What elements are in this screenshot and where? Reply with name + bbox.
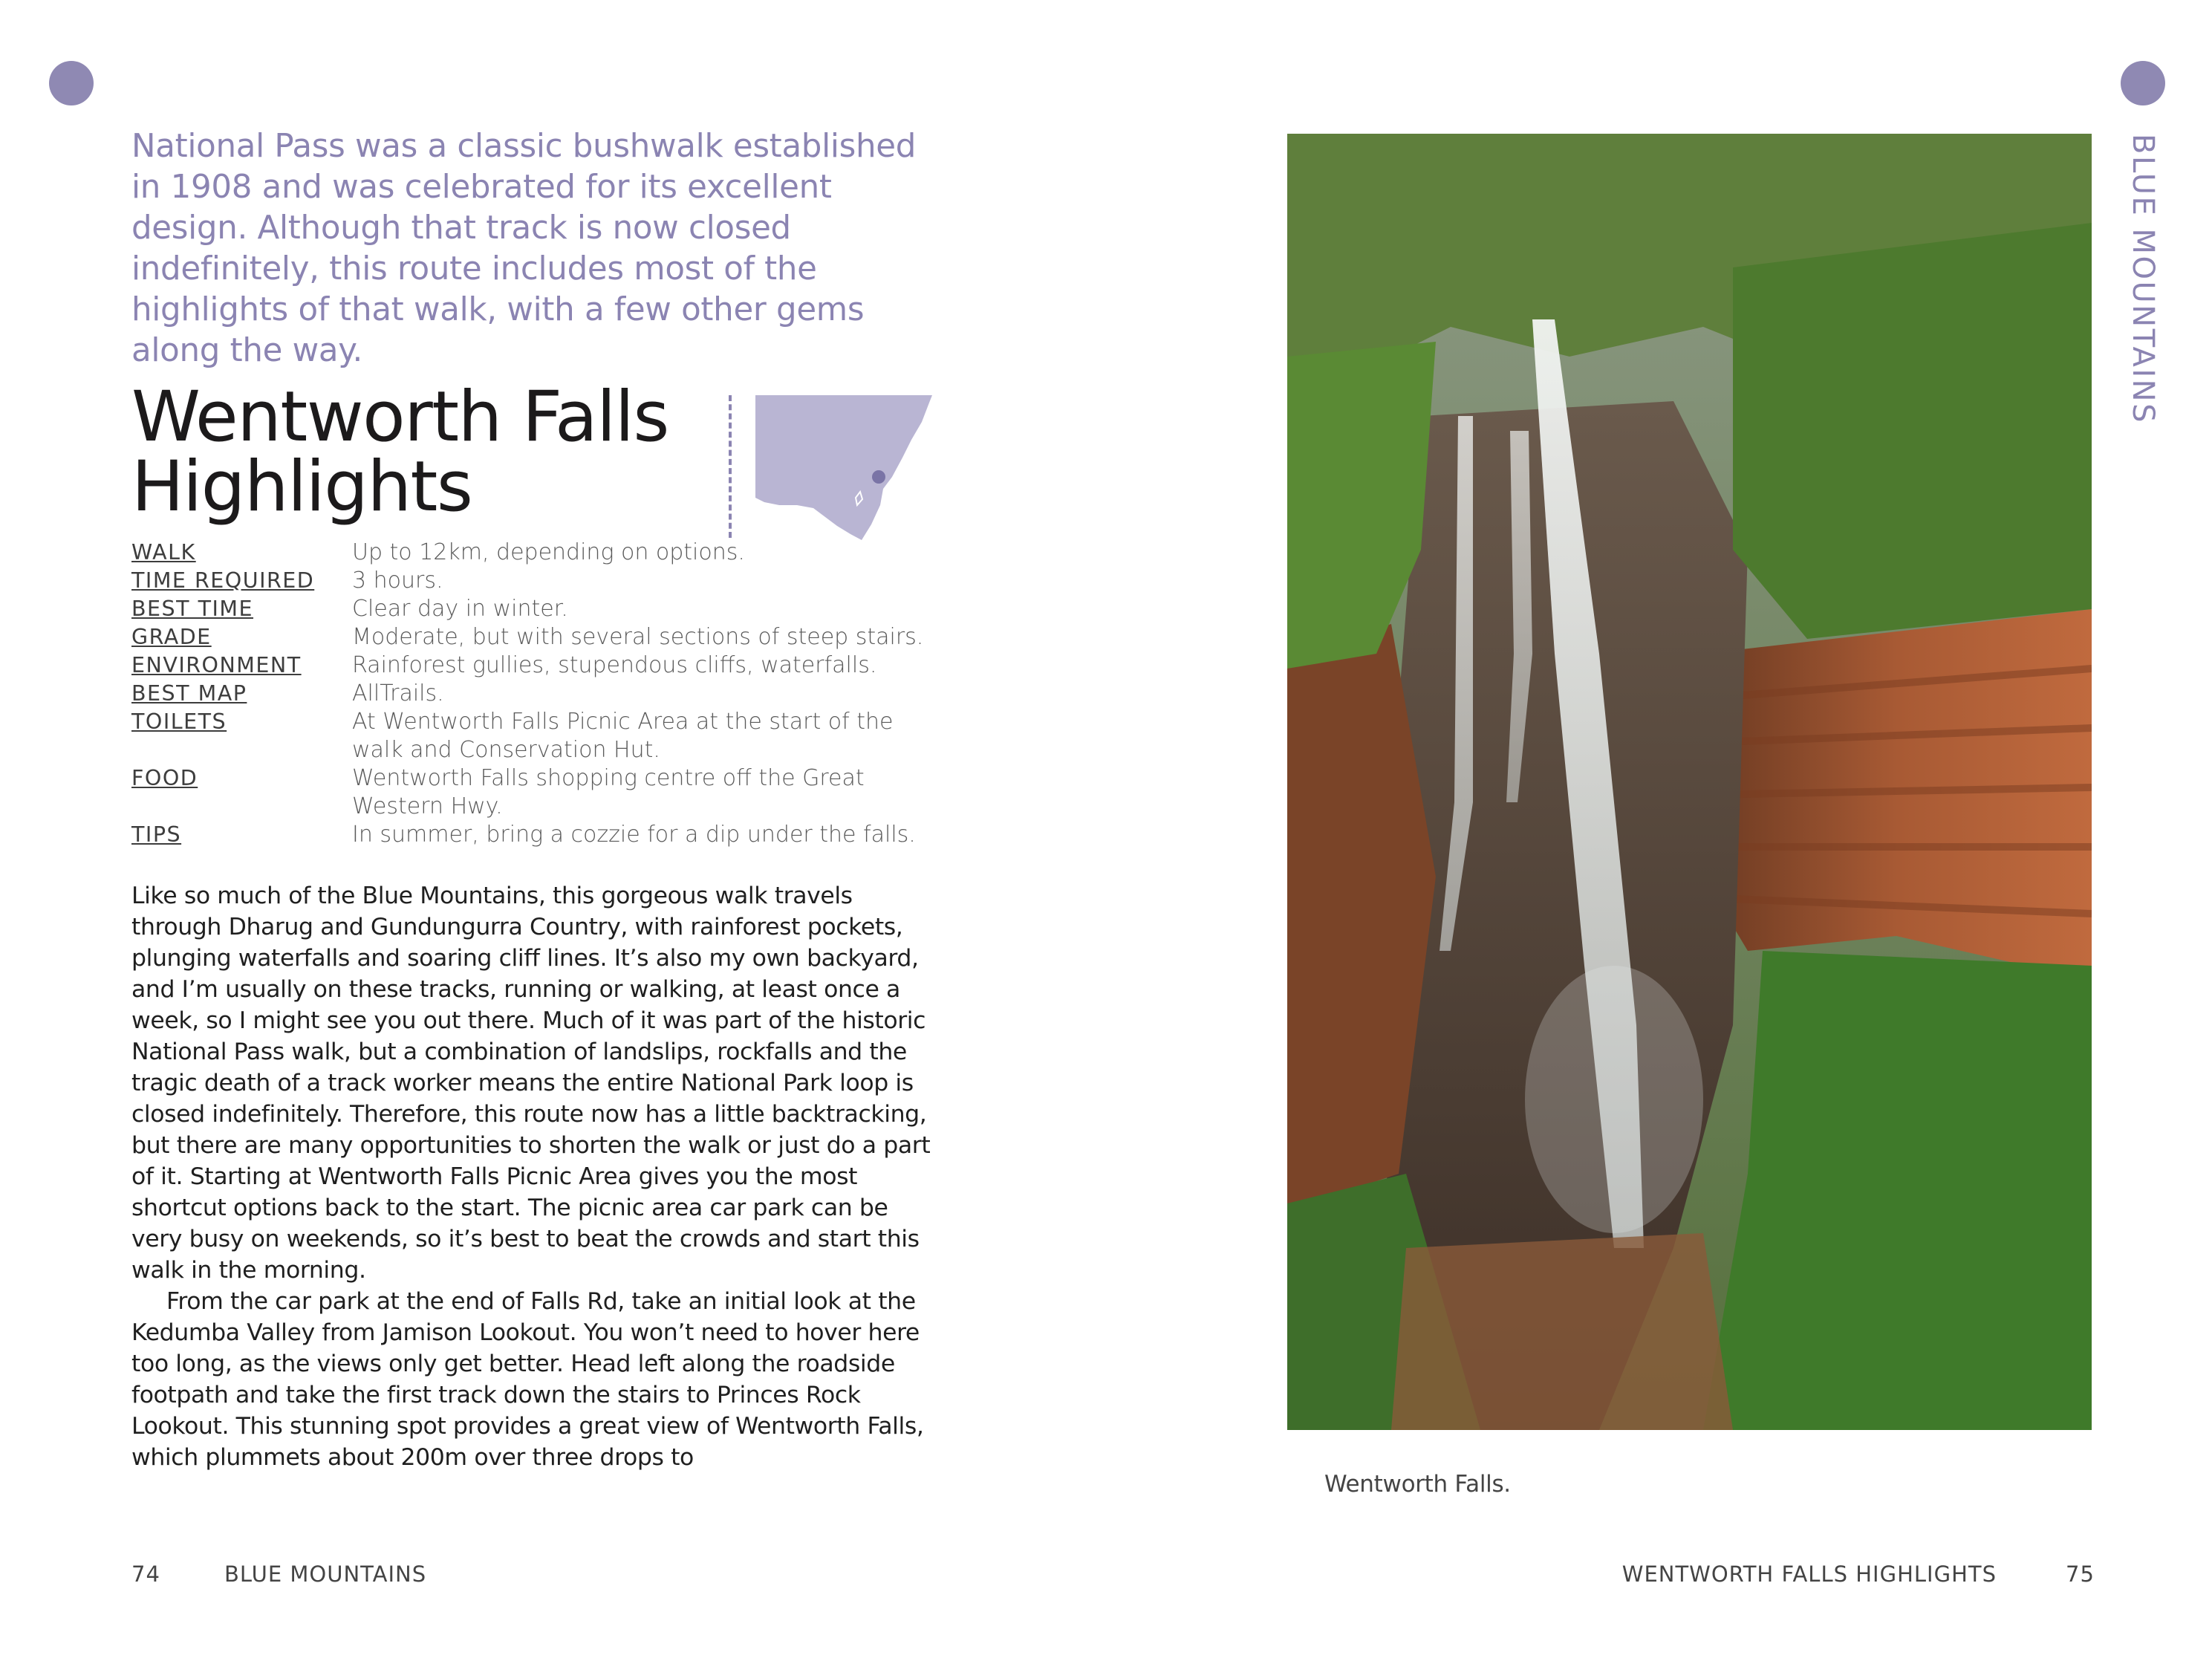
fact-row-time-required: [131, 567, 949, 595]
walk-title-line1: Wentworth Falls: [131, 377, 669, 458]
body-paragraph-2: From the car park at the end of Falls Rd, take an initial look at the Kedumba Valley from Jamison Lookout. You won’t need to hover here too long, as the views only get better. Head left along the roadside footpath and take the first track down the stairs to Princes Rock Lookout. This stunning spot provides a great view of Wentworth Falls, which plummets about 200m over three drops to: [131, 1288, 924, 1471]
fact-value: Rainforest gullies, stupendous cliffs, waterfalls.: [352, 652, 877, 678]
fact-row-environment: [131, 651, 949, 680]
fact-label: TOILETS: [131, 709, 227, 734]
fact-label: GRADE: [131, 625, 212, 649]
nsw-location-map: [754, 394, 932, 542]
fact-label: BEST TIME: [131, 597, 254, 621]
right-forest: [1733, 223, 2092, 639]
walk-title-line2: Highlights: [131, 446, 472, 527]
fact-row-tips: [131, 821, 949, 849]
fact-label: FOOD: [131, 766, 198, 790]
fact-row-grade: [131, 623, 949, 651]
fact-value: In summer, bring a cozzie for a dip under the falls.: [352, 822, 916, 848]
running-head-left: BLUE MOUNTAINS: [224, 1561, 427, 1587]
fact-value: 3 hours.: [352, 568, 443, 594]
intro-paragraph: National Pass was a classic bushwalk established in 1908 and was celebrated for its excellent design. Although that track is now closed indefinitely, this route includes most of the highlights of that walk, with a few other gems along the way.: [131, 128, 917, 369]
body-text: [131, 880, 941, 1473]
chapter-dot-left: [49, 61, 94, 105]
fact-label: WALK: [131, 540, 196, 565]
waterfall-photo: [1287, 134, 2092, 1430]
title-divider: [729, 395, 732, 538]
body-paragraph-1: Like so much of the Blue Mountains, this gorgeous walk travels through Dharug and Gundungurra Country, with rainforest pockets, plunging waterfalls and soaring cliff lines. It’s also my own backyard, and I’m usually on these tracks, running or walking, at least once a week, so I might see you out there. Much of it was part of the historic National Pass walk, but a combination of landslips, rockfalls and the tragic death of a track worker means the entire National Park loop is closed indefinitely. Therefore, this route now has a little backtracking, but there are many opportunities to shorten the walk or just do a part of it. Starting at Wentworth Falls Picnic Area gives you the most shortcut options back to the start. The picnic area car park can be very busy on weekends, so it’s best to beat the crowds and start this walk in the morning.: [131, 883, 931, 1284]
chapter-dot-right: [2121, 61, 2165, 105]
walk-facts: [131, 539, 949, 849]
location-marker: [872, 470, 885, 484]
fact-row-walk: [131, 539, 949, 567]
nsw-state-shape: [755, 395, 932, 540]
fact-row-food: [131, 764, 949, 821]
fact-row-best-time: [131, 595, 949, 623]
fact-row-toilets: [131, 708, 949, 764]
mist: [1525, 966, 1703, 1233]
fact-value: AllTrails.: [352, 680, 444, 706]
photo-caption: Wentworth Falls.: [1324, 1471, 1511, 1498]
fact-label: TIME REQUIRED: [131, 568, 315, 593]
fact-value: Wentworth Falls shopping centre off the Great Western Hwy.: [352, 765, 865, 819]
fact-label: BEST MAP: [131, 681, 247, 706]
fact-row-best-map: [131, 680, 949, 708]
lower-right-forest: [1703, 951, 2092, 1430]
fact-value: Moderate, but with several sections of steep stairs.: [352, 624, 924, 650]
page-number-right: 75: [2066, 1561, 2095, 1587]
walk-title: [131, 377, 696, 527]
page-number-left: 74: [131, 1561, 160, 1587]
fact-value: Up to 12km, depending on options.: [352, 539, 745, 565]
fact-value: At Wentworth Falls Picnic Area at the start of the walk and Conservation Hut.: [352, 709, 894, 763]
fact-label: TIPS: [131, 822, 182, 847]
chapter-side-tab: BLUE MOUNTAINS: [2126, 134, 2160, 424]
fact-value: Clear day in winter.: [352, 596, 568, 622]
fact-label: ENVIRONMENT: [131, 653, 302, 677]
running-head-right: WENTWORTH FALLS HIGHLIGHTS: [1621, 1561, 1997, 1587]
boulder-field: [1391, 1233, 1733, 1430]
